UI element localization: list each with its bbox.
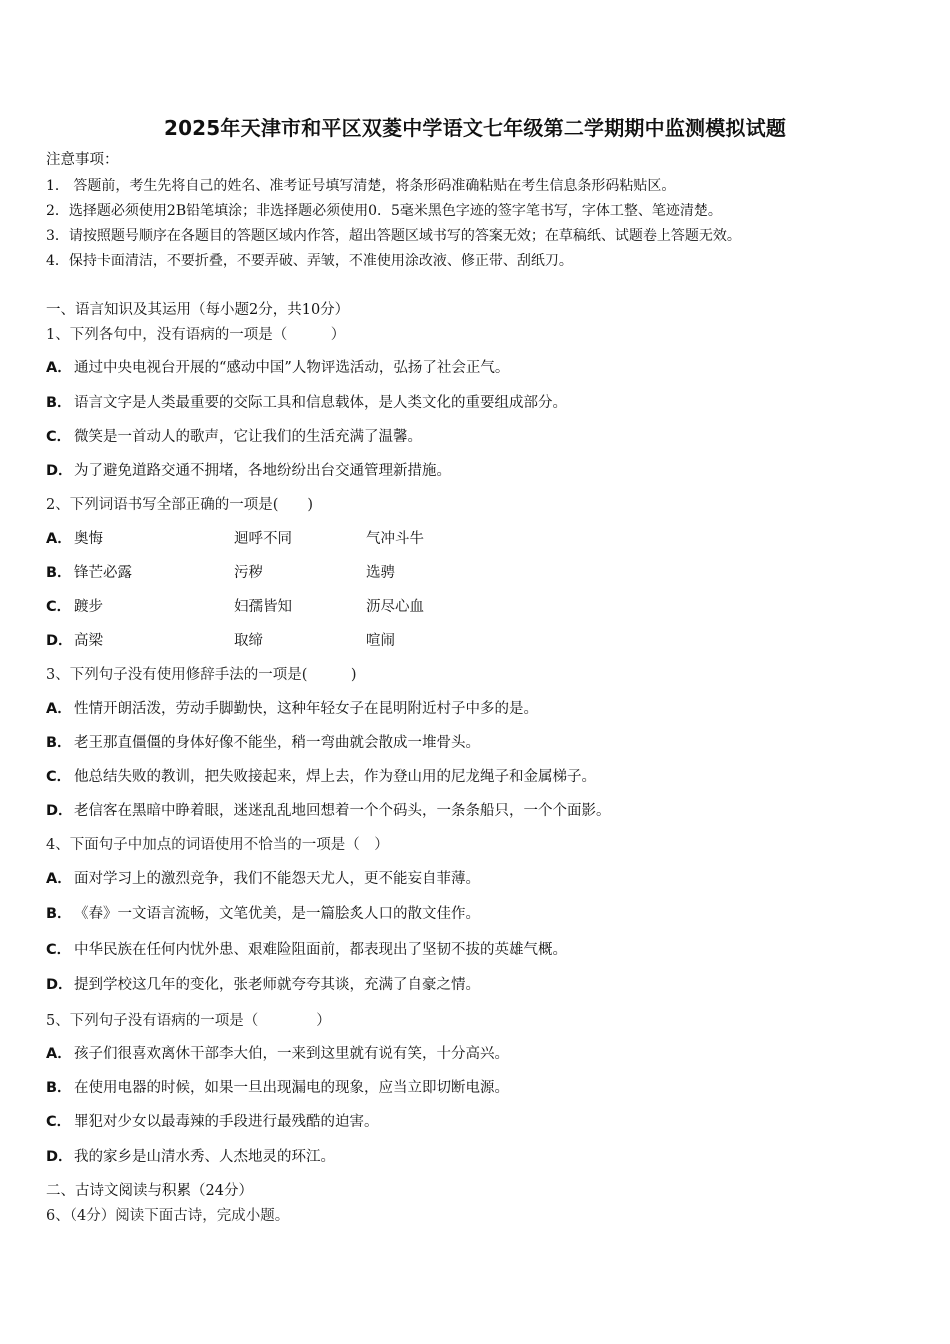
option-label: D． bbox=[46, 803, 73, 819]
question-stem-5: 5、下列句子没有语病的一项是（ ） bbox=[46, 1013, 331, 1029]
option-label: B． bbox=[46, 395, 72, 411]
option-1d bbox=[46, 461, 451, 481]
word-3: 选骋 bbox=[366, 565, 395, 581]
word-1: 奥悔 bbox=[74, 531, 103, 547]
word-1: 锋芒必露 bbox=[74, 565, 132, 581]
option-text: 他总结失败的教训，把失败接起来，焊上去，作为登山用的尼龙绳子和金属梯子。 bbox=[74, 769, 596, 785]
word-3: 气冲斗牛 bbox=[366, 531, 424, 547]
option-label: D． bbox=[46, 1149, 73, 1165]
option-label: D． bbox=[46, 463, 73, 479]
option-label: C． bbox=[46, 942, 72, 958]
word-1: 高梁 bbox=[74, 633, 103, 649]
option-4c bbox=[46, 940, 567, 960]
option-text: 老信客在黑暗中睁着眼，迷迷乱乱地回想着一个个码头，一条条船只，一个个面影。 bbox=[74, 803, 611, 819]
option-text: 微笑是一首动人的歌声，它让我们的生活充满了温馨。 bbox=[74, 429, 422, 445]
option-3b bbox=[46, 733, 480, 753]
option-text: 面对学习上的激烈竞争，我们不能怨天尤人，更不能妄自菲薄。 bbox=[74, 871, 480, 887]
section2-heading: 二、古诗文阅读与积累（24分） bbox=[46, 1183, 253, 1199]
option-label: A． bbox=[46, 701, 72, 717]
page-title: 2025年天津市和平区双菱中学语文七年级第二学期期中监测模拟试题 bbox=[163, 116, 787, 140]
option-text: 孩子们很喜欢离休干部李大伯，一来到这里就有说有笑，十分高兴。 bbox=[74, 1046, 509, 1062]
option-text: 在使用电器的时候，如果一旦出现漏电的现象，应当立即切断电源。 bbox=[74, 1080, 509, 1096]
word-2: 取缔 bbox=[234, 633, 263, 649]
word-3: 沥尽心血 bbox=[366, 599, 424, 615]
option-5a bbox=[46, 1044, 509, 1064]
question-stem-1: 1、下列各句中，没有语病的一项是（ ） bbox=[46, 327, 346, 343]
option-label: D． bbox=[46, 633, 73, 649]
option-label: A． bbox=[46, 531, 72, 547]
option-text: 我的家乡是山清水秀、人杰地灵的环江。 bbox=[74, 1149, 335, 1165]
option-1a bbox=[46, 358, 509, 378]
option-3d bbox=[46, 801, 611, 821]
option-label: A． bbox=[46, 1046, 72, 1062]
option-label: B． bbox=[46, 906, 72, 922]
option-label: C． bbox=[46, 429, 72, 445]
option-text: 通过中央电视台开展的“感动中国”人物评选活动，弘扬了社会正气。 bbox=[74, 360, 510, 376]
option-4a bbox=[46, 869, 480, 889]
option-4b bbox=[46, 904, 480, 924]
option-label: C． bbox=[46, 599, 72, 615]
option-label: A． bbox=[46, 871, 72, 887]
question-stem-6: 6、（4分）阅读下面古诗，完成小题。 bbox=[46, 1208, 290, 1224]
option-3c bbox=[46, 767, 596, 787]
option-label: B． bbox=[46, 1080, 72, 1096]
option-5c bbox=[46, 1112, 379, 1132]
option-text: 《春》一文语言流畅，文笔优美，是一篇脍炙人口的散文佳作。 bbox=[74, 906, 480, 922]
notice-item: 2．选择题必须使用2B铅笔填涂；非选择题必须使用0．5毫米黑色字迹的签字笔书写，字体工整、笔迹清楚。 bbox=[46, 203, 722, 219]
question-stem-2: 2、下列词语书写全部正确的一项是( ) bbox=[46, 497, 314, 513]
option-text: 中华民族在任何内忧外患、艰难险阻面前，都表现出了坚韧不拔的英雄气概。 bbox=[74, 942, 567, 958]
word-2: 污秽 bbox=[234, 565, 263, 581]
word-2: 妇孺皆知 bbox=[234, 599, 292, 615]
option-text: 语言文字是人类最重要的交际工具和信息载体，是人类文化的重要组成部分。 bbox=[74, 395, 567, 411]
section1-heading: 一、语言知识及其运用（每小题2分，共10分） bbox=[46, 302, 350, 318]
question-stem-3: 3、下列句子没有使用修辞手法的一项是( ) bbox=[46, 667, 357, 683]
option-text: 老王那直僵僵的身体好像不能坐，稍一弯曲就会散成一堆骨头。 bbox=[74, 735, 480, 751]
notice-heading: 注意事项： bbox=[46, 152, 119, 168]
notice-item: 1． 答题前，考生先将自己的姓名、准考证号填写清楚，将条形码准确粘贴在考生信息条形码粘贴区。 bbox=[46, 178, 676, 194]
option-label: A． bbox=[46, 360, 72, 376]
word-1: 踱步 bbox=[74, 599, 103, 615]
option-text: 罪犯对少女以最毒辣的手段进行最残酷的迫害。 bbox=[74, 1114, 379, 1130]
option-1b bbox=[46, 393, 567, 413]
option-text: 提到学校这几年的变化，张老师就夸夸其谈，充满了自豪之情。 bbox=[74, 977, 480, 993]
question-stem-4: 4、下面句子中加点的词语使用不恰当的一项是（ ） bbox=[46, 837, 389, 853]
option-label: D． bbox=[46, 977, 73, 993]
option-label: B． bbox=[46, 735, 72, 751]
option-4d bbox=[46, 975, 480, 995]
option-5b bbox=[46, 1078, 509, 1098]
notice-item: 3．请按照题号顺序在各题目的答题区域内作答，超出答题区域书写的答案无效；在草稿纸、试题卷上答题无效。 bbox=[46, 228, 741, 244]
option-text: 性情开朗活泼，劳动手脚勤快，这种年轻女子在昆明附近村子中多的是。 bbox=[74, 701, 538, 717]
option-text: 为了避免道路交通不拥堵，各地纷纷出台交通管理新措施。 bbox=[74, 463, 451, 479]
option-label: C． bbox=[46, 769, 72, 785]
option-5d bbox=[46, 1147, 335, 1167]
option-label: C． bbox=[46, 1114, 72, 1130]
option-1c bbox=[46, 427, 422, 447]
option-3a bbox=[46, 699, 538, 719]
option-label: B． bbox=[46, 565, 72, 581]
word-2: 迴呼不同 bbox=[234, 531, 292, 547]
notice-item: 4．保持卡面清洁，不要折叠，不要弄破、弄皱，不准使用涂改液、修正带、刮纸刀。 bbox=[46, 253, 573, 269]
word-3: 喧闹 bbox=[366, 633, 395, 649]
